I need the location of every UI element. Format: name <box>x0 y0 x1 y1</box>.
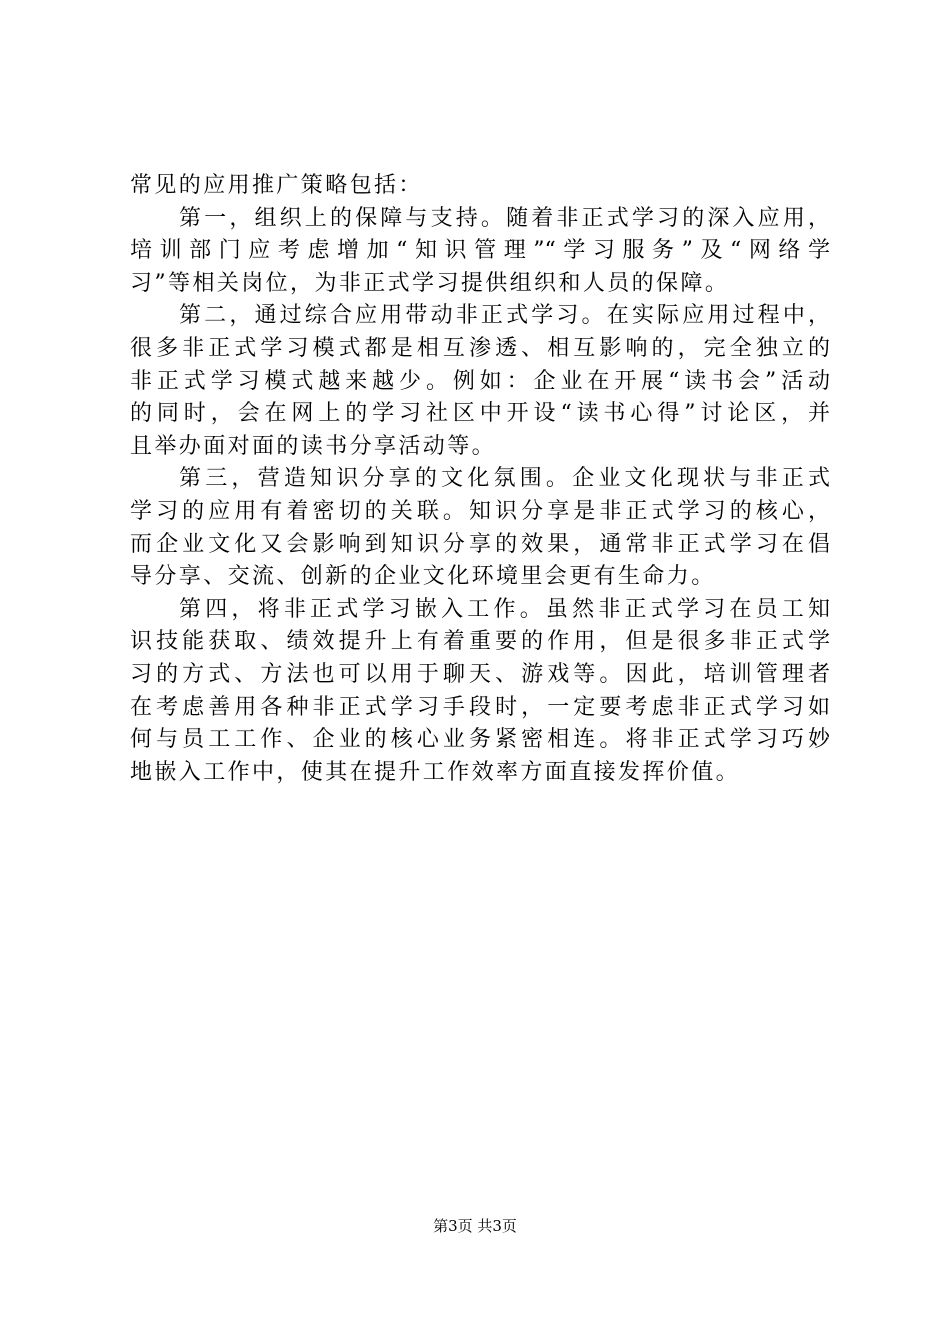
paragraph-3-line: 学习的应用有着密切的关联。知识分享是非正式学习的核心， <box>130 498 830 524</box>
paragraph-2-line: 很多非正式学习模式都是相互渗透、相互影响的，完全独立的 <box>130 335 830 361</box>
page-number-footer: 第3页 共3页 <box>433 1217 517 1235</box>
paragraph-4-line: 地嵌入工作中，使其在提升工作效率方面直接发挥价值。 <box>130 759 741 785</box>
paragraph-2-line: 非正式学习模式越来越少。例如：企业在开展“读书会”活动 <box>130 368 830 394</box>
paragraph-4-line: 识技能获取、绩效提升上有着重要的作用，但是很多非正式学 <box>130 629 830 655</box>
paragraph-1-line: 习”等相关岗位，为非正式学习提供组织和人员的保障。 <box>130 270 730 296</box>
paragraph-2-line: 的同时，会在网上的学习社区中开设“读书心得”讨论区，并 <box>130 401 830 427</box>
paragraph-1-line: 培训部门应考虑增加“知识管理”“学习服务”及“网络学 <box>130 238 830 264</box>
paragraph-3-line: 而企业文化又会影响到知识分享的效果，通常非正式学习在倡 <box>130 531 830 557</box>
paragraph-4-line: 习的方式、方法也可以用于聊天、游戏等。因此，培训管理者 <box>130 661 830 687</box>
paragraph-3-line: 第三，营造知识分享的文化氛围。企业文化现状与非正式 <box>179 466 830 492</box>
paragraph-4-line: 第四，将非正式学习嵌入工作。虽然非正式学习在员工知 <box>179 596 830 622</box>
text-line: 常见的应用推广策略包括： <box>130 173 423 198</box>
paragraph-3-line: 导分享、交流、创新的企业文化环境里会更有生命力。 <box>130 564 716 590</box>
paragraph-4-line: 何与员工工作、企业的核心业务紧密相连。将非正式学习巧妙 <box>130 727 830 753</box>
paragraph-4-line: 在考虑善用各种非正式学习手段时，一定要考虑非正式学习如 <box>130 694 830 720</box>
paragraph-2-line: 且举办面对面的读书分享活动等。 <box>130 433 497 459</box>
document-body <box>130 170 830 789</box>
paragraph-1-line: 第一，组织上的保障与支持。随着非正式学习的深入应用， <box>179 205 830 231</box>
paragraph-2-line: 第二，通过综合应用带动非正式学习。在实际应用过程中， <box>179 303 830 329</box>
